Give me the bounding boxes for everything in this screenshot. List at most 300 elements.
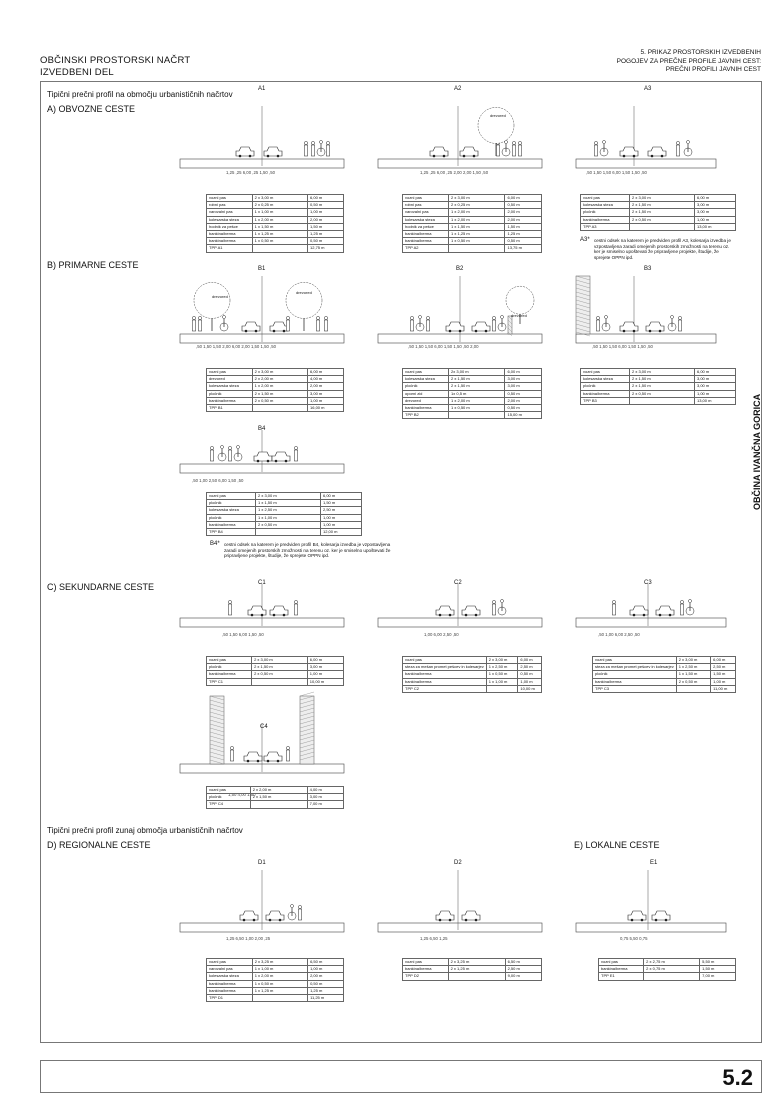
- cross-section-drawing: [180, 86, 344, 176]
- table-cell: 13,00 m: [695, 397, 736, 404]
- table-row: [207, 195, 344, 202]
- table-cell: 6,00 m: [321, 493, 362, 500]
- car-icon: [460, 147, 478, 157]
- car-icon: [240, 911, 258, 921]
- table-row: [599, 973, 736, 980]
- table-row: [403, 966, 542, 973]
- table-cell: 6,00 m: [307, 657, 343, 664]
- table-cell: 2,50 m: [505, 966, 541, 973]
- table-cell: 0,50 m: [505, 390, 542, 397]
- table-row: [581, 390, 736, 397]
- table-cell: kolesarska steza: [403, 216, 449, 223]
- table-cell: TPP C2: [403, 685, 487, 692]
- car-icon: [646, 322, 664, 332]
- sheet-number: 5.2: [722, 1065, 753, 1090]
- table-cell: varovalni pas: [403, 209, 449, 216]
- table-cell: 1,25 m: [505, 230, 542, 237]
- table-cell: TPP A1: [207, 245, 253, 252]
- profile-label: D1: [258, 860, 266, 866]
- document-title: [40, 55, 190, 79]
- table-cell: 2 x 1,50 m: [630, 209, 695, 216]
- table-row: [581, 195, 736, 202]
- table-cell: 2 x 1,50 m: [449, 376, 505, 383]
- table-cell: 2 x 3,25 m: [448, 959, 505, 966]
- profile-label: A2: [454, 86, 462, 92]
- table-cell: [250, 801, 307, 808]
- pedestrian-icon: [210, 446, 213, 461]
- table-row: [207, 209, 344, 216]
- table-row: [581, 223, 736, 230]
- table-cell: 1,00 m: [321, 521, 362, 528]
- heading-inside: Tipični prečni profil na območju urbanističnih načrtov: [47, 90, 233, 99]
- table-cell: bankina/berma: [207, 980, 253, 987]
- table-row: [599, 959, 736, 966]
- table-row: [207, 521, 362, 528]
- table-row: [207, 994, 344, 1001]
- cross-section-drawing: [180, 694, 344, 788]
- table-row: [403, 412, 542, 419]
- profile-label: D2: [454, 860, 462, 866]
- table-cell: 1 x 1,00 m: [486, 678, 518, 685]
- table-cell: 2 x 3,00 m: [252, 369, 307, 376]
- cyclist-icon: [602, 316, 610, 332]
- note-tag: B4*: [210, 541, 220, 547]
- table-cell: vozni pas: [599, 959, 644, 966]
- table-cell: 1 x 2,00 m: [449, 209, 505, 216]
- car-icon: [472, 322, 490, 332]
- table-cell: 1 x 2,00 m: [252, 216, 307, 223]
- table-cell: kolesarska steza: [403, 376, 449, 383]
- table-row: [207, 369, 344, 376]
- table-cell: [448, 973, 505, 980]
- table-row: [207, 980, 344, 987]
- table-cell: TPP D1: [207, 994, 253, 1001]
- table-cell: 6,00 m: [518, 657, 542, 664]
- dimension-line: ,50 1,50 6,00 1,50 ,50: [222, 632, 264, 637]
- profile-E1: [576, 860, 736, 1010]
- table-row: [207, 528, 362, 535]
- car-icon: [430, 147, 448, 157]
- table-row: [207, 202, 344, 209]
- subtitle-line-1: 5. PRIKAZ PROSTORSKIH IZVEDBENIH: [640, 49, 761, 56]
- municipality-label: OBČINA IVANČNA GORICA: [752, 393, 762, 510]
- table-cell: bankina/berma: [403, 404, 449, 411]
- table-cell: 2 x 1,25 m: [448, 966, 505, 973]
- table-cell: bankina/berma: [599, 966, 644, 973]
- table-cell: [486, 685, 518, 692]
- profile-A1: [180, 86, 344, 261]
- table-cell: vozni pas: [207, 195, 253, 202]
- table-row: [403, 376, 542, 383]
- table-cell: 0,50 m: [308, 202, 344, 209]
- table-cell: 1,50 m: [505, 223, 542, 230]
- car-icon: [648, 147, 666, 157]
- table-cell: 1 x 1,25 m: [252, 987, 307, 994]
- table-cell: bankina/berma: [403, 678, 487, 685]
- cyclist-icon: [288, 905, 296, 921]
- table-cell: 1,00 m: [321, 514, 362, 521]
- table-cell: vozni pas: [581, 195, 630, 202]
- category-d: D) REGIONALNE CESTE: [47, 840, 151, 850]
- table-cell: 3,00 m: [695, 383, 736, 390]
- car-icon: [630, 606, 648, 616]
- dimension-line: 1,25 ,25 6,00 ,25 2,00 2,00 1,50 ,50: [420, 170, 489, 175]
- table-cell: pločnik: [403, 383, 449, 390]
- table-cell: vozni pas: [207, 493, 256, 500]
- car-icon: [244, 752, 262, 762]
- pedestrian-icon: [316, 316, 319, 331]
- table-cell: 10,00 m: [307, 678, 343, 685]
- table-cell: 1 x 0,50 m: [252, 238, 307, 245]
- tree-icon: [194, 282, 230, 318]
- dimension-line: ,50 1,50 1,50 6,00 1,50 1,50 ,50: [592, 344, 653, 349]
- table-cell: 1 x 0,50 m: [449, 238, 505, 245]
- table-row: [207, 987, 344, 994]
- table-cell: bankina/berma: [581, 216, 630, 223]
- profile-B2: [378, 266, 542, 431]
- table-row: [207, 238, 344, 245]
- table-cell: TPP E1: [599, 973, 644, 980]
- road-base: [576, 334, 716, 343]
- table-cell: [449, 412, 505, 419]
- table-cell: 2 x 2,00 m: [252, 376, 307, 383]
- profile-B3: [576, 266, 736, 431]
- pedestrian-icon: [192, 316, 195, 331]
- table-cell: varovalni pas: [207, 209, 253, 216]
- table-row: [207, 794, 344, 801]
- table-row: [207, 216, 344, 223]
- pedestrian-icon: [228, 600, 231, 615]
- table-row: [593, 657, 736, 664]
- pedestrian-icon: [198, 316, 201, 331]
- table-cell: 3,00 m: [505, 383, 542, 390]
- table-cell: [676, 685, 710, 692]
- tree-label: drevored: [296, 290, 312, 295]
- profile-C4: [180, 694, 344, 814]
- table-cell: steza za mešan promet pešcev in kolesarjev: [403, 664, 487, 671]
- table-cell: pločnik: [207, 500, 256, 507]
- title-line-2: IZVEDBENI DEL: [40, 67, 114, 78]
- table-cell: vozni pas: [403, 959, 449, 966]
- dimension-line: 1,00 6,00 2,50 ,50: [424, 632, 459, 637]
- table-row: [581, 383, 736, 390]
- title-block: [40, 1060, 762, 1093]
- table-cell: kolesarska steza: [581, 202, 630, 209]
- table-cell: 1 x 2,00 m: [252, 973, 307, 980]
- table-row: [207, 966, 344, 973]
- table-cell: 2 x 0,50 m: [676, 678, 710, 685]
- table-cell: 15,00 m: [505, 412, 542, 419]
- table-cell: 12,00 m: [321, 528, 362, 535]
- road-base: [576, 159, 716, 168]
- table-cell: pločnik: [207, 390, 253, 397]
- table-row: [581, 202, 736, 209]
- category-b: B) PRIMARNE CESTE: [47, 260, 139, 270]
- table-row: [581, 209, 736, 216]
- pedestrian-icon: [596, 316, 599, 331]
- table-cell: 10,00 m: [518, 685, 542, 692]
- table-cell: 1 x 1,00 m: [252, 209, 307, 216]
- profile-D1: [180, 860, 344, 1010]
- table-cell: hodnik za pešce: [403, 223, 449, 230]
- table-row: [207, 390, 344, 397]
- dimension-table: [206, 368, 344, 412]
- pedestrian-icon: [410, 316, 413, 331]
- dimension-line: ,50 1,00 2,50 6,00 1,50 ,50: [192, 478, 244, 483]
- table-row: [593, 685, 736, 692]
- table-cell: pločnik: [581, 383, 630, 390]
- table-row: [207, 787, 344, 794]
- table-cell: TPP A2: [403, 245, 449, 252]
- pedestrian-icon: [304, 141, 307, 156]
- table-cell: 1 x 2,50 m: [486, 664, 518, 671]
- pedestrian-icon: [680, 600, 683, 615]
- table-cell: 2,00 m: [308, 383, 344, 390]
- table-cell: 6,00 m: [695, 195, 736, 202]
- cross-section-drawing: [378, 860, 542, 936]
- dimension-table: [580, 368, 736, 405]
- car-icon: [254, 452, 272, 462]
- profile-A3: [576, 86, 736, 261]
- profile-label: A1: [258, 86, 266, 92]
- table-row: [207, 230, 344, 237]
- table-cell: vozni pas: [403, 195, 449, 202]
- pedestrian-icon: [678, 316, 681, 331]
- car-icon: [270, 322, 288, 332]
- cyclist-icon: [502, 141, 510, 157]
- table-row: [403, 390, 542, 397]
- dimension-line: 1,50 4,00 1,50: [228, 792, 256, 797]
- table-cell: 1 x 1,00 m: [256, 514, 321, 521]
- table-cell: 0,50 m: [505, 404, 542, 411]
- cross-section-drawing: [576, 266, 716, 348]
- dimension-line: ,50 1,50 1,50 6,00 1,50 1,50 ,50 2,00: [408, 344, 479, 349]
- table-cell: 2 x 1,50 m: [630, 383, 695, 390]
- dimension-line: 1,25 ,25 6,00 ,25 1,50 ,50: [226, 170, 275, 175]
- table-cell: 2 x 3,00 m: [486, 657, 518, 664]
- subtitle-line-3: PREČNI PROFILI JAVNIH CEST: [665, 66, 761, 73]
- table-cell: 2 x 0,50 m: [252, 671, 308, 678]
- profile-B4: [180, 426, 400, 576]
- table-cell: 1 x 1,25 m: [449, 230, 505, 237]
- table-row: [403, 973, 542, 980]
- road-base: [576, 923, 726, 932]
- table-row: [207, 404, 344, 411]
- table-cell: varovalni pas: [207, 966, 253, 973]
- heading-outside: Tipični prečni profil zunaj območja urbanističnih načrtov: [47, 826, 243, 835]
- table-cell: 2,00 m: [308, 216, 344, 223]
- table-cell: 1 x 1,50 m: [676, 671, 710, 678]
- pedestrian-icon: [492, 316, 495, 331]
- car-icon: [656, 606, 674, 616]
- pedestrian-icon: [294, 600, 297, 615]
- table-cell: oporni zid: [403, 390, 449, 397]
- document-subtitle: [617, 49, 761, 75]
- table-row: [593, 678, 736, 685]
- table-row: [207, 397, 344, 404]
- profile-B1: [180, 266, 344, 431]
- table-row: [207, 973, 344, 980]
- car-icon: [436, 911, 454, 921]
- table-cell: vozni pas: [593, 657, 677, 664]
- table-cell: 4,00 m: [308, 376, 344, 383]
- table-cell: 3,00 m: [695, 202, 736, 209]
- table-row: [403, 671, 542, 678]
- dimension-line: ,50 1,50 1,50 2,00 6,00 2,00 1,50 1,50 ,50: [196, 344, 277, 349]
- table-cell: steza za mešan promet pešcev in kolesarjev: [593, 664, 677, 671]
- table-cell: vozni pas: [207, 369, 253, 376]
- car-icon: [242, 322, 260, 332]
- table-row: [403, 230, 542, 237]
- table-row: [207, 959, 344, 966]
- profile-label: C2: [454, 580, 462, 586]
- profile-label: B4: [258, 426, 266, 432]
- tree-label: drevored: [212, 294, 228, 299]
- table-cell: 2 x 1,50 m: [252, 390, 307, 397]
- table-row: [593, 664, 736, 671]
- table-cell: kolesarska steza: [207, 383, 253, 390]
- table-cell: TPP B2: [403, 412, 449, 419]
- table-row: [207, 671, 344, 678]
- cyclist-icon: [600, 141, 608, 157]
- table-row: [207, 657, 344, 664]
- table-cell: 1,25 m: [308, 987, 344, 994]
- table-cell: robni pas: [207, 202, 253, 209]
- table-cell: bankina/berma: [593, 678, 677, 685]
- table-cell: 2,50 m: [518, 664, 542, 671]
- table-row: [207, 223, 344, 230]
- car-icon: [264, 752, 282, 762]
- category-e: E) LOKALNE CESTE: [574, 840, 660, 850]
- table-cell: TPP C4: [207, 801, 251, 808]
- cross-section-drawing: [180, 860, 344, 936]
- car-icon: [272, 452, 290, 462]
- table-row: [581, 397, 736, 404]
- table-row: [207, 801, 344, 808]
- table-cell: TPP B3: [581, 397, 630, 404]
- table-cell: 2,00 m: [505, 397, 542, 404]
- cyclist-icon: [684, 141, 692, 157]
- car-icon: [270, 606, 288, 616]
- table-cell: 0,50 m: [505, 238, 542, 245]
- subtitle-line-2: POGOJEV ZA PREČNE PROFILE JAVNIH CEST:: [616, 57, 761, 65]
- table-cell: 1,00 m: [308, 397, 344, 404]
- table-cell: 1,50 m: [321, 500, 362, 507]
- table-cell: 3,00 m: [308, 390, 344, 397]
- table-cell: 2 x 3,00 m: [252, 195, 307, 202]
- table-cell: bankina/berma: [207, 987, 253, 994]
- pedestrian-icon: [286, 316, 289, 331]
- cyclist-icon: [218, 446, 226, 462]
- pedestrian-icon: [228, 446, 231, 461]
- pedestrian-icon: [492, 600, 495, 615]
- car-icon: [620, 322, 638, 332]
- profile-label: E1: [650, 860, 658, 866]
- table-cell: 2 x 0,25 m: [252, 202, 307, 209]
- profile-A2: [378, 86, 542, 261]
- table-row: [207, 245, 344, 252]
- table-cell: bankina/berma: [207, 671, 252, 678]
- table-cell: 2,50 m: [711, 664, 736, 671]
- cross-section-drawing: [378, 86, 542, 176]
- profile-label: C3: [644, 580, 652, 586]
- cyclist-icon: [317, 141, 325, 157]
- table-cell: TPP B1: [207, 404, 253, 411]
- table-row: [403, 369, 542, 376]
- table-cell: TPP A3: [581, 223, 630, 230]
- dimension-table: [402, 958, 542, 981]
- table-cell: TPP D2: [403, 973, 449, 980]
- table-cell: vozni pas: [403, 657, 487, 664]
- table-cell: 2 x 1,50 m: [250, 794, 307, 801]
- car-icon: [620, 147, 638, 157]
- table-cell: bankina/berma: [403, 966, 449, 973]
- tree-label: drevored: [511, 313, 527, 318]
- car-icon: [628, 911, 646, 921]
- dimension-table: [206, 194, 344, 253]
- dimension-line: 1,25 6,50 1,00 2,00 ,25: [226, 936, 271, 941]
- note-text: cestni odsek na katerem je predviden profil B4, kolesarja izvedba je vzpostavljena zaradi omejenih prostorskih zmožnosti na terenu oz. ker je smiselno upoštevati že pripravljene projekte, študije, že sprejete OPPN ipd.: [224, 542, 391, 559]
- table-cell: hodnik za pešce: [207, 223, 253, 230]
- pedestrian-icon: [230, 746, 233, 761]
- table-cell: 1 x 0,50 m: [449, 404, 505, 411]
- table-cell: 3,00 m: [307, 664, 343, 671]
- table-cell: 13,00 m: [695, 223, 736, 230]
- pedestrian-icon: [518, 141, 521, 156]
- dimension-line: 1,25 6,50 1,25: [420, 936, 448, 941]
- cross-section-drawing: [180, 266, 344, 348]
- dimension-table: [206, 786, 344, 809]
- table-cell: [256, 528, 321, 535]
- table-cell: 7,00 m: [307, 801, 343, 808]
- table-row: [403, 678, 542, 685]
- table-cell: 6,00 m: [711, 657, 736, 664]
- table-cell: TPP C3: [593, 685, 677, 692]
- table-cell: bankina/berma: [581, 390, 630, 397]
- pedestrian-icon: [298, 905, 301, 920]
- dimension-table: [206, 656, 344, 686]
- table-cell: 0,50 m: [308, 980, 344, 987]
- table-row: [207, 383, 344, 390]
- dimension-table: [580, 194, 736, 231]
- table-cell: 1 x 2,00 m: [449, 216, 505, 223]
- pedestrian-icon: [612, 600, 615, 615]
- pedestrian-icon: [426, 316, 429, 331]
- dimension-table: [592, 656, 736, 693]
- profile-C2: [378, 580, 542, 690]
- car-icon: [436, 606, 454, 616]
- profile-note: [210, 541, 400, 559]
- profile-label: B3: [644, 266, 652, 272]
- dimension-line: ,50 1,50 1,50 6,00 1,50 1,50 ,50: [586, 170, 647, 175]
- table-row: [581, 369, 736, 376]
- table-cell: 6,00 m: [308, 369, 344, 376]
- table-cell: pločnik: [207, 514, 256, 521]
- pedestrian-icon: [676, 141, 679, 156]
- profile-D2: [378, 860, 542, 1010]
- table-cell: 2 x 3,00 m: [630, 369, 695, 376]
- profile-label: B1: [258, 266, 266, 272]
- table-cell: 2 x 1,50 m: [630, 376, 695, 383]
- table-cell: 12,75 m: [308, 245, 344, 252]
- tree-label: drevored: [490, 113, 506, 118]
- cyclist-icon: [234, 446, 242, 462]
- table-row: [403, 209, 542, 216]
- table-row: [403, 202, 542, 209]
- table-cell: drevored: [207, 376, 253, 383]
- table-cell: 2 x 0,75 m: [644, 966, 700, 973]
- dimension-table: [402, 368, 542, 419]
